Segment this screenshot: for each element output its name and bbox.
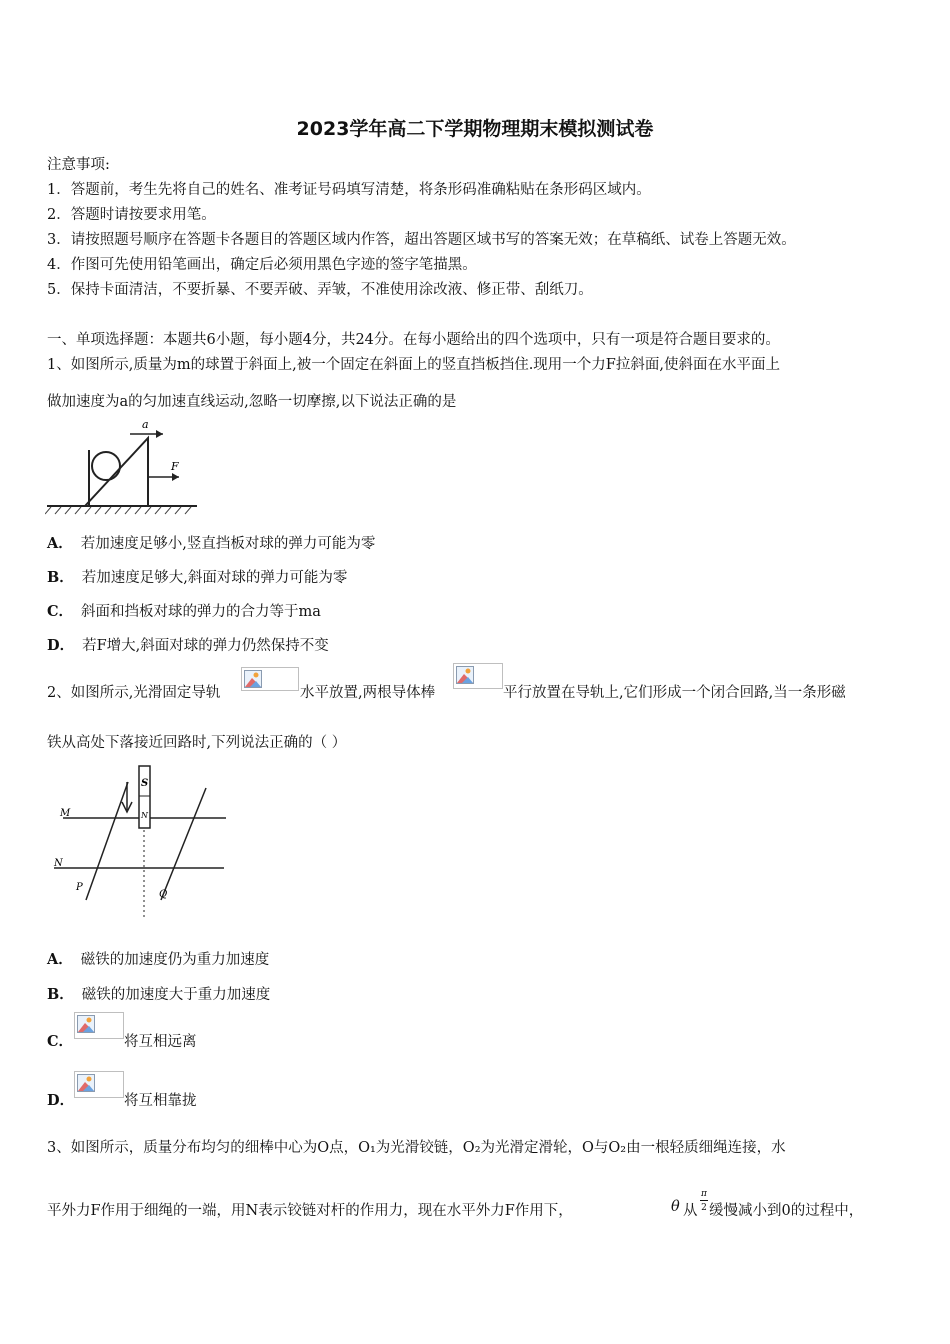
q2-option-d-letter: D． [47,1092,75,1109]
broken-image-icon [241,667,299,691]
notice-heading: 注意事项: [47,157,110,173]
rod-p-label: P [76,882,83,893]
q3-stem-line1: 3、如图所示，质量分布均匀的细棒中心为O点，O₁为光滑铰链，O₂为光滑定滑轮，O与O₂由一根轻质细绳连接，水 [47,1140,786,1156]
q3-fraction-denominator: 2 [701,1203,707,1213]
q2-option-c-letter: C． [47,1033,74,1050]
q2-option-b: B． 磁铁的加速度大于重力加速度 [47,986,271,1003]
magnet-n-pole: N [141,811,148,820]
q2-stem-part3: 平行放置在导轨上,它们形成一个闭合回路,当一条形磁 [503,685,846,701]
rail-n-label: N [54,858,63,869]
q2-option-a: A． 磁铁的加速度仍为重力加速度 [47,951,270,968]
q3-stem-line2a: 平外力F作用于细绳的一端，用N表示铰链对杆的作用力，现在水平外力F作用下， [47,1203,573,1219]
notice-item: 2．答题时请按要求用笔。 [47,207,216,223]
notice-item: 1．答题前，考生先将自己的姓名、准考证号码填写清楚，将条形码准确粘贴在条形码区域内。 [47,182,651,198]
notice-item: 3．请按照题号顺序在答题卡各题目的答题区域内作答，超出答题区域书写的答案无效；在草稿纸、试卷上答题无效。 [47,232,796,248]
section-heading: 一、单项选择题：本题共6小题，每小题4分，共24分。在每小题给出的四个选项中，只有一项是符合题目要求的。 [47,332,780,348]
q3-theta: θ [671,1199,680,1215]
page-title: 2023学年高二下学期物理期末模拟测试卷 [296,118,654,140]
q1-option-c: C． 斜面和挡板对球的弹力的合力等于ma [47,603,321,620]
q3-stem-line2b: 缓慢减小到0的过程中， [709,1203,864,1219]
q3-fraction-numerator: π [701,1189,707,1199]
q1-stem-line2: 做加速度为a的匀加速直线运动,忽略一切摩擦,以下说法正确的是 [47,394,457,410]
q3-from: 从 [683,1203,698,1219]
magnet-s-pole: S [141,778,149,789]
rod-q-label: Q [159,889,168,900]
q2-rail-figure [48,760,233,920]
q2-stem-line2: 铁从高处下落接近回路时,下列说法正确的（ ） [47,735,347,751]
rail-m-label: M [60,808,71,819]
broken-image-icon [74,1012,124,1039]
broken-image-icon [74,1071,124,1098]
q1-option-b: B． 若加速度足够大,斜面对球的弹力可能为零 [47,569,348,586]
q1-stem-line1: 1、如图所示,质量为m的球置于斜面上,被一个固定在斜面上的竖直挡板挡住.现用一个力F拉斜面,使斜面在水平面上 [47,357,780,373]
q1-option-d: D． 若F增大,斜面对球的弹力仍然保持不变 [47,637,329,654]
broken-image-icon [453,663,503,689]
notice-item: 4．作图可先使用铅笔画出，确定后必须用黑色字迹的签字笔描黑。 [47,257,477,273]
q3-fraction-bar [700,1200,708,1201]
q2-stem-part1: 2、如图所示,光滑固定导轨 [47,685,221,701]
q2-option-d-text: 将互相靠拢 [124,1093,197,1109]
q2-stem-part2: 水平放置,两根导体棒 [300,685,436,701]
q1-accel-label: a [142,418,149,431]
q1-incline-figure [45,418,200,516]
q1-option-a: A． 若加速度足够小,竖直挡板对球的弹力可能为零 [47,535,376,552]
q1-force-label: F [171,460,179,473]
notice-item: 5．保持卡面清洁，不要折暴、不要弄破、弄皱，不准使用涂改液、修正带、刮纸刀。 [47,282,593,298]
q2-option-c-text: 将互相远离 [124,1034,197,1050]
